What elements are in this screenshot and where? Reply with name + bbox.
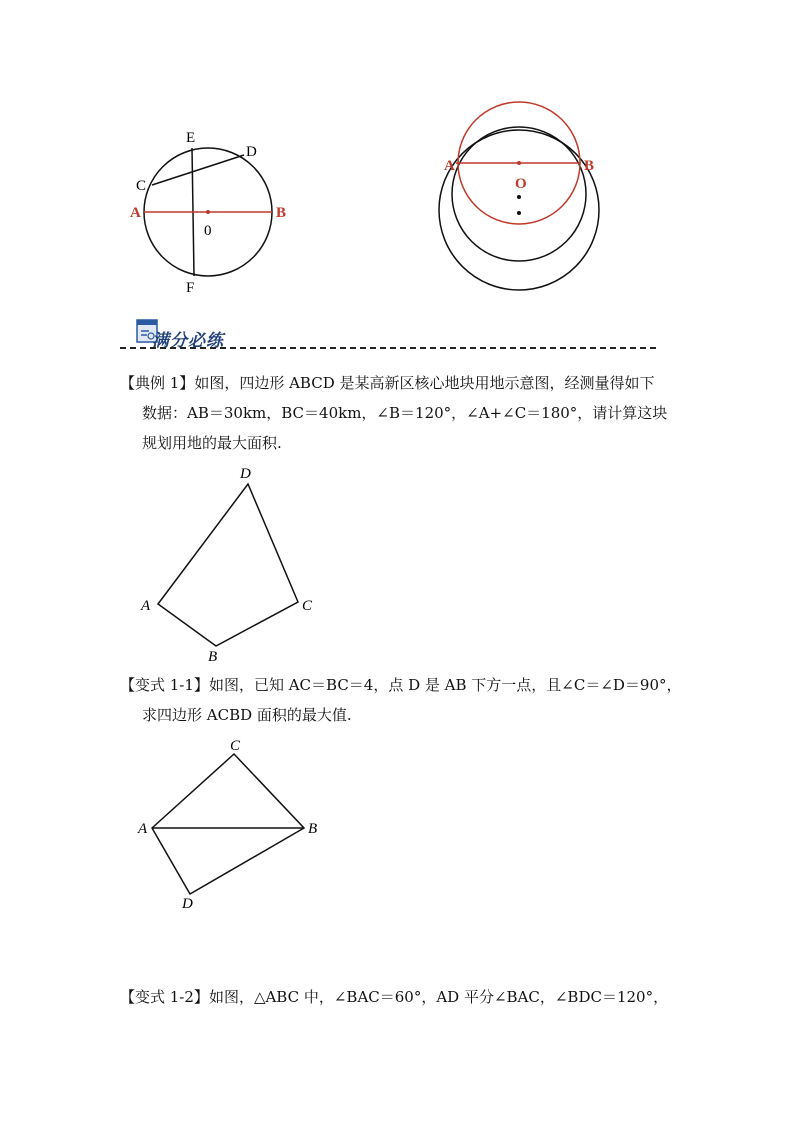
- label-a: A: [444, 158, 455, 174]
- quadrilateral: [158, 484, 298, 646]
- problem-1-tag: 【典例 1】: [120, 374, 195, 392]
- problem-2: [120, 670, 700, 730]
- label-f: F: [186, 280, 195, 296]
- label-e: E: [186, 130, 196, 146]
- label-c: C: [230, 738, 241, 754]
- label-c: C: [302, 598, 313, 614]
- problem-2-line-2: 求四边形 ACBD 面积的最大值.: [142, 706, 352, 724]
- label-d: D: [240, 466, 251, 482]
- problem-1-line-2: 数据：AB＝30km，BC＝40km，∠B＝120°，∠A+∠C＝180°，请计算这块: [142, 404, 668, 422]
- figure-circle-chords: [120, 120, 300, 300]
- label-b: B: [276, 205, 287, 221]
- label-d: D: [182, 896, 193, 912]
- problem-3: [120, 982, 700, 1012]
- quadrilateral: [152, 754, 304, 894]
- label-o: O: [515, 176, 527, 192]
- section-divider: [120, 347, 656, 349]
- label-b: B: [308, 821, 318, 837]
- label-c: C: [136, 178, 147, 194]
- label-a: A: [141, 598, 151, 614]
- chord-cd: [152, 155, 244, 185]
- large-circle: [439, 130, 599, 290]
- label-b: B: [584, 158, 595, 174]
- figure-quadrilateral-abcd: [130, 462, 330, 666]
- label-a: A: [138, 821, 148, 837]
- problem-3-line-1: 如图，△ABC 中，∠BAC＝60°，AD 平分∠BAC，∠BDC＝120°，: [208, 988, 669, 1006]
- center-dot-2: [517, 195, 521, 199]
- label-a: A: [130, 205, 141, 221]
- problem-1-line-3: 规划用地的最大面积.: [142, 434, 282, 452]
- section-title: 满分必练: [152, 331, 224, 351]
- figure-quadrilateral-acbd: [132, 734, 332, 914]
- problem-1: [120, 368, 700, 458]
- center-point: [206, 210, 210, 214]
- middle-circle: [452, 127, 586, 261]
- problem-1-line-1: 如图，四边形 ABCD 是某高新区核心地块用地示意图，经测量得如下: [194, 374, 655, 392]
- problem-3-tag: 【变式 1-2】: [120, 988, 209, 1006]
- center-o: [517, 161, 521, 165]
- label-d: D: [246, 144, 257, 160]
- label-b: B: [208, 649, 218, 665]
- center-dot-3: [517, 211, 521, 215]
- problem-2-line-1: 如图，已知 AC＝BC＝4，点 D 是 AB 下方一点，且∠C＝∠D＝90°，: [208, 676, 682, 694]
- figure-circles-through-ab: [432, 96, 612, 296]
- label-o: 0: [204, 223, 212, 239]
- problem-2-tag: 【变式 1-1】: [120, 676, 209, 694]
